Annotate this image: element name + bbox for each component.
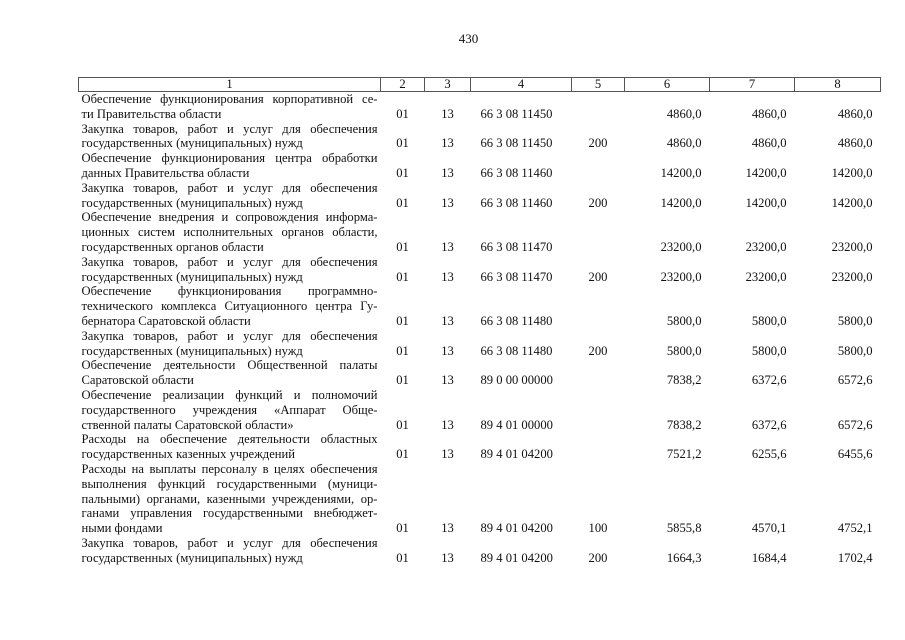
amount-year1: 23200,0 [660,239,702,254]
expense-type: 200 [588,136,608,151]
amount-year2: 1684,4 [751,550,787,565]
amount-year2: 5800,0 [751,313,787,328]
expense-type [572,92,625,122]
description-line: Обеспечение деятельности Общественной палаты [81,358,378,373]
target-article: 66 3 08 11460 [480,195,553,210]
description-line: государственных (муниципальных) нужд [81,136,303,151]
amount-year3: 4860,0 [837,106,873,121]
description-line: Закупка товаров, работ и услуг для обеспечения [81,535,378,550]
table-row [79,284,881,328]
amount-year2: 4570,1 [751,521,787,536]
table-row [79,92,881,122]
expense-type [572,284,625,328]
row-description [79,388,381,432]
amount-year2: 6255,6 [751,447,787,462]
row-description [79,284,381,328]
description-line: государственных (муниципальных) нужд [81,550,303,565]
description-line: Обеспечение внедрения и сопровождения информа- [81,210,378,225]
amount-year3: 5800,0 [837,313,873,328]
amount-year2: 14200,0 [745,195,787,210]
amount-year1: 5855,8 [666,521,702,536]
description-line: Закупка товаров, работ и услуг для обеспечения [81,180,378,195]
target-article: 66 3 08 11480 [480,343,553,358]
expense-type [572,210,625,254]
amount-year1: 4860,0 [666,136,702,151]
col-header: 1 [79,78,381,92]
description-line: Закупка товаров, работ и услуг для обеспечения [81,254,378,269]
amount-year1: 7838,2 [666,417,702,432]
description-line: ционных систем исполнительных органов области, [81,225,378,240]
description-line: Обеспечение функционирования программно- [81,284,378,299]
amount-year1: 14200,0 [660,195,702,210]
description-line: выполнения функций государственными (муници- [81,476,378,491]
table-row [79,329,881,359]
row-description [79,255,381,285]
description-line: ганами управления государственными внебюджет- [81,506,378,521]
row-description [79,358,381,388]
amount-year2: 4860,0 [751,136,787,151]
row-description [79,92,381,122]
description-line: Обеспечение реализации функций и полномочий [81,387,378,402]
target-article: 89 4 01 04200 [480,521,553,536]
expense-type [572,432,625,462]
subsection-code: 13 [441,550,454,565]
col-header: 2 [381,78,425,92]
amount-year2: 14200,0 [745,165,787,180]
expense-type: 200 [588,195,608,210]
description-line: Закупка товаров, работ и услуг для обеспечения [81,121,378,136]
amount-year3: 14200,0 [831,165,873,180]
subsection-code: 13 [441,521,454,536]
table-row [79,122,881,152]
table-row [79,462,881,536]
amount-year1: 14200,0 [660,165,702,180]
description-line: технического комплекса Ситуационного центра Гу- [81,299,378,314]
col-header: 7 [710,78,795,92]
expense-type [572,151,625,181]
amount-year3: 4752,1 [837,521,873,536]
row-description [79,462,381,536]
row-description [79,210,381,254]
target-article: 66 3 08 11450 [480,136,553,151]
amount-year2: 4860,0 [751,106,787,121]
description-line: государственных казенных учреждений [81,447,296,462]
description-line: ти Правительства области [81,106,222,121]
description-line: Обеспечение функционирования центра обработки [81,151,378,166]
subsection-code: 13 [441,313,454,328]
table-row [79,210,881,254]
section-code: 01 [396,343,409,358]
header-row [79,78,881,92]
description-line: государственного учреждения «Аппарат Обще- [81,402,378,417]
expense-type: 200 [588,269,608,284]
description-line: данных Правительства области [81,165,250,180]
amount-year3: 23200,0 [831,239,873,254]
table-row [79,255,881,285]
row-description [79,151,381,181]
table-row [79,536,881,566]
description-line: ными фондами [81,521,163,536]
expense-type: 200 [588,550,608,565]
description-line: государственных (муниципальных) нужд [81,269,303,284]
subsection-code: 13 [441,136,454,151]
amount-year3: 6455,6 [837,447,873,462]
section-code: 01 [396,521,409,536]
description-line: Обеспечение функционирования корпоративной се- [81,92,378,106]
amount-year3: 23200,0 [831,269,873,284]
description-line: бернатора Саратовской области [81,313,251,328]
table-row [79,151,881,181]
row-description [79,329,381,359]
section-code: 01 [396,165,409,180]
col-header: 4 [471,78,572,92]
description-line: ственной палаты Саратовской области» [81,417,294,432]
col-header: 3 [425,78,471,92]
subsection-code: 13 [441,195,454,210]
subsection-code: 13 [441,373,454,388]
amount-year2: 23200,0 [745,269,787,284]
row-description [79,181,381,211]
target-article: 66 3 08 11460 [480,165,553,180]
target-article: 89 4 01 00000 [480,417,553,432]
amount-year2: 23200,0 [745,239,787,254]
page-number: 430 [458,31,479,46]
subsection-code: 13 [441,106,454,121]
target-article: 89 4 01 04200 [480,550,553,565]
description-line: Расходы на обеспечение деятельности областных [81,432,378,447]
amount-year3: 5800,0 [837,343,873,358]
amount-year1: 7838,2 [666,373,702,388]
target-article: 66 3 08 11470 [480,269,553,284]
table-row [79,358,881,388]
section-code: 01 [396,195,409,210]
amount-year1: 5800,0 [666,313,702,328]
amount-year3: 1702,4 [837,550,873,565]
section-code: 01 [396,373,409,388]
section-code: 01 [396,136,409,151]
target-article: 66 3 08 11470 [480,239,553,254]
description-line: Саратовской области [81,373,194,388]
section-code: 01 [396,269,409,284]
amount-year3: 4860,0 [837,136,873,151]
amount-year1: 7521,2 [666,447,702,462]
description-line: государственных органов области [81,239,264,254]
target-article: 89 4 01 04200 [480,447,553,462]
row-description [79,536,381,566]
amount-year1: 5800,0 [666,343,702,358]
amount-year2: 6372,6 [751,373,787,388]
amount-year1: 4860,0 [666,106,702,121]
amount-year2: 5800,0 [751,343,787,358]
row-description [79,122,381,152]
section-code: 01 [396,313,409,328]
budget-table [78,77,881,566]
amount-year3: 14200,0 [831,195,873,210]
section-code: 01 [396,106,409,121]
table-row [79,388,881,432]
subsection-code: 13 [441,417,454,432]
table-row [79,432,881,462]
description-line: государственных (муниципальных) нужд [81,195,303,210]
description-line: Расходы на выплаты персоналу в целях обеспечения [81,461,378,476]
table-row [79,181,881,211]
subsection-code: 13 [441,447,454,462]
col-header: 8 [795,78,881,92]
section-code: 01 [396,417,409,432]
subsection-code: 13 [441,343,454,358]
expense-type [572,388,625,432]
amount-year3: 6572,6 [837,373,873,388]
description-line: государственных (муниципальных) нужд [81,343,303,358]
expense-type: 200 [588,343,608,358]
description-line: Закупка товаров, работ и услуг для обеспечения [81,328,378,343]
section-code: 01 [396,447,409,462]
expense-type [572,358,625,388]
target-article: 89 0 00 00000 [480,373,553,388]
amount-year1: 23200,0 [660,269,702,284]
amount-year1: 1664,3 [666,550,702,565]
target-article: 66 3 08 11450 [480,106,553,121]
expense-type: 100 [588,521,608,536]
section-code: 01 [396,550,409,565]
row-description [79,432,381,462]
amount-year3: 6572,6 [837,417,873,432]
subsection-code: 13 [441,269,454,284]
col-header: 6 [625,78,710,92]
section-code: 01 [396,239,409,254]
amount-year2: 6372,6 [751,417,787,432]
subsection-code: 13 [441,239,454,254]
description-line: пальными) органами, казенными учреждениями, ор- [81,491,378,506]
target-article: 66 3 08 11480 [480,313,553,328]
subsection-code: 13 [441,165,454,180]
col-header: 5 [572,78,625,92]
